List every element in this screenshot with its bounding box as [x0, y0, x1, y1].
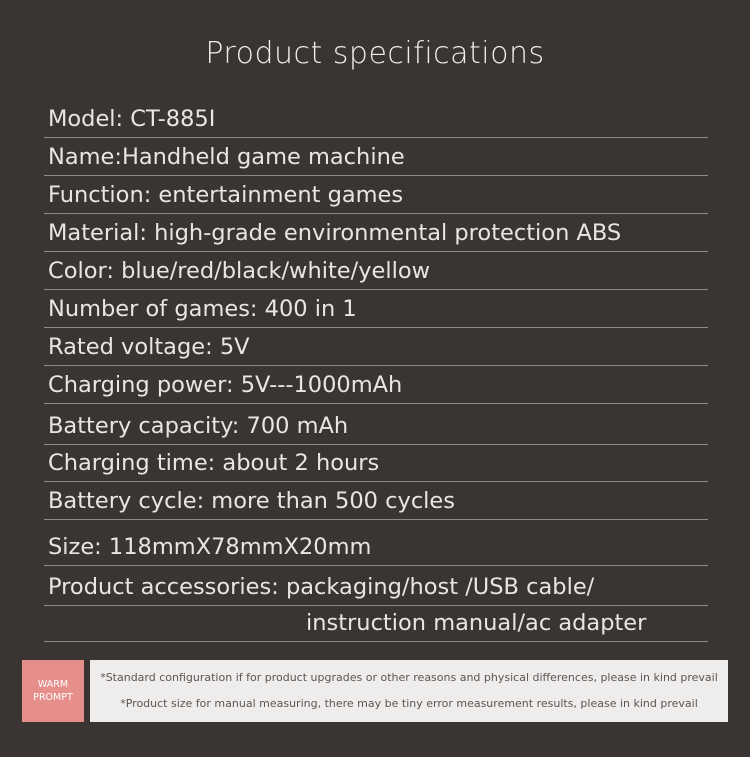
spec-text: Size: 118mmX78mmX20mm — [48, 534, 372, 560]
spec-row-name — [44, 138, 708, 176]
spec-row-charging-power — [44, 366, 708, 404]
spec-row-material — [44, 214, 708, 252]
spec-row-size — [44, 520, 708, 566]
spec-text: Color: blue/red/black/white/yellow — [48, 258, 431, 284]
spec-row-charging-time — [44, 445, 708, 482]
spec-text: Battery capacity: 700 mAh — [48, 413, 349, 439]
notice-line: *Product size for manual measuring, there may be tiny error measurement results, please in kind prevail — [120, 697, 698, 710]
spec-text: Model: CT-885I — [48, 106, 216, 132]
warm-prompt-badge — [22, 660, 84, 722]
spec-row-accessories-cont — [44, 606, 708, 642]
spec-text: Function: entertainment games — [48, 182, 404, 208]
spec-text: instruction manual/ac adapter — [306, 610, 647, 636]
spec-row-function — [44, 176, 708, 214]
spec-row-games — [44, 290, 708, 328]
spec-list — [44, 98, 708, 642]
spec-text: Charging power: 5V---1000mAh — [48, 372, 403, 398]
badge-line: PROMPT — [33, 692, 73, 703]
spec-text: Material: high-grade environmental protection ABS — [48, 220, 622, 246]
badge-line: WARM — [37, 679, 69, 690]
spec-row-accessories — [44, 566, 708, 606]
spec-text: Battery cycle: more than 500 cycles — [48, 488, 455, 514]
page-title: Product specifications — [205, 36, 545, 71]
spec-row-battery-capacity — [44, 404, 708, 445]
spec-row-model — [44, 98, 708, 138]
spec-row-voltage — [44, 328, 708, 366]
warm-prompt-notice — [22, 660, 728, 722]
notice-line: *Standard configuration if for product upgrades or other reasons and physical differences, please in kind prevail — [100, 671, 718, 684]
spec-row-battery-cycle — [44, 482, 708, 520]
spec-text: Name:Handheld game machine — [48, 144, 405, 170]
spec-text: Product accessories: packaging/host /USB cable/ — [48, 574, 595, 600]
spec-text: Number of games: 400 in 1 — [48, 296, 357, 322]
spec-row-color — [44, 252, 708, 290]
notice-text-box — [90, 660, 728, 722]
spec-text: Rated voltage: 5V — [48, 334, 250, 360]
spec-text: Charging time: about 2 hours — [48, 450, 380, 476]
